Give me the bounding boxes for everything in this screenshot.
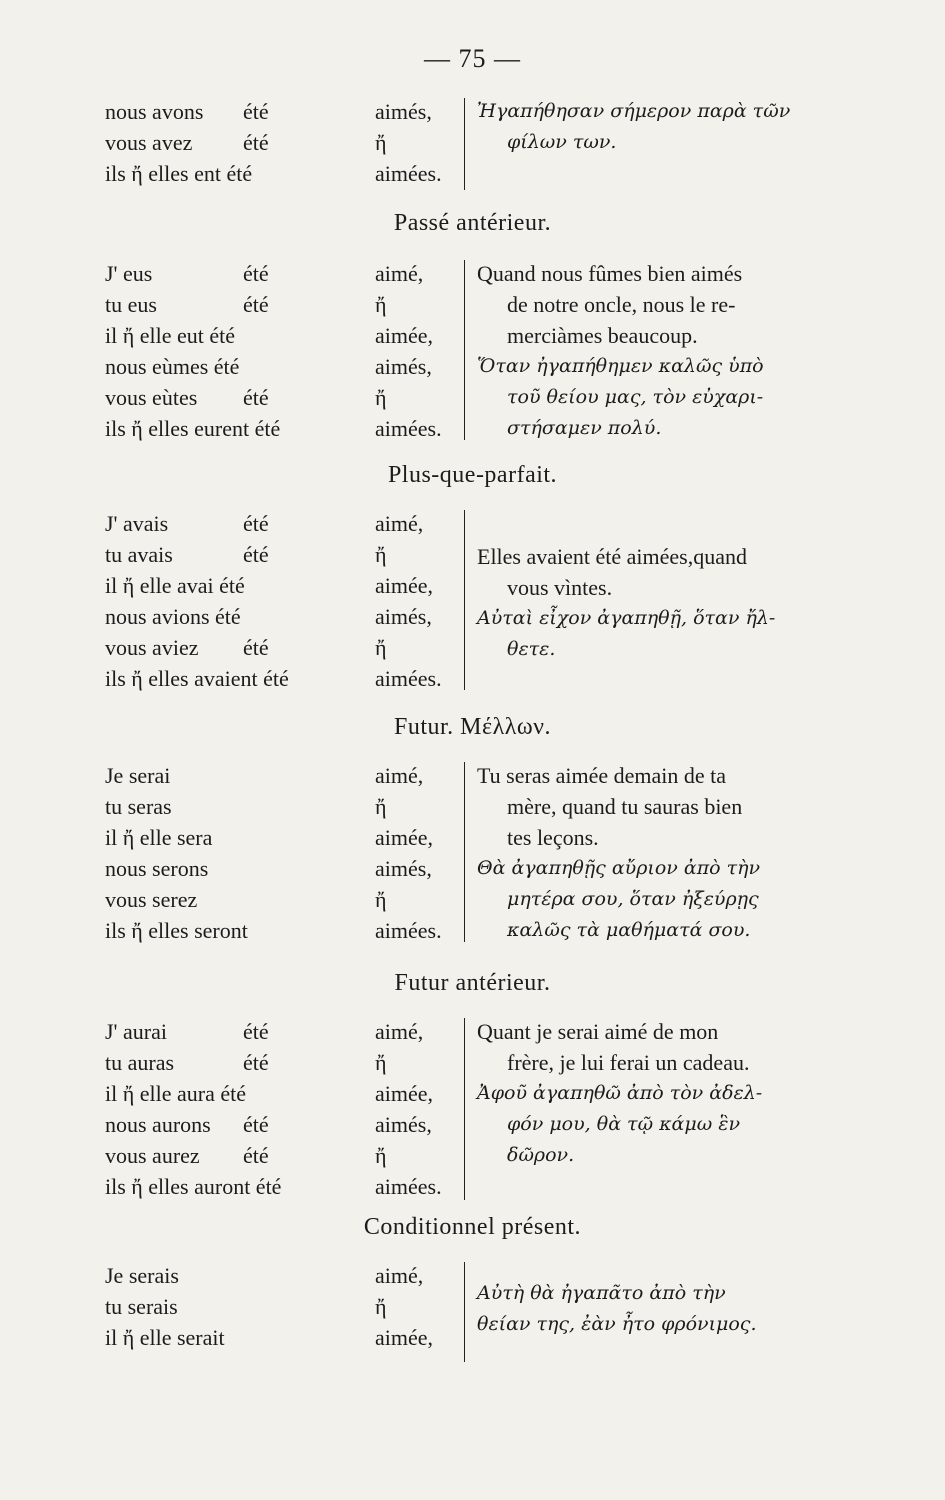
- example-sentences: Quand nous fûmes bien aimés de notre oncle, nous le re- merciàmes beaucoup. Ὅταν ἠγαπήθημεν καλῶς ὑπὸ τοῦ θείου μας, τὸν εὐχαρι- στήσαμεν πολύ.: [477, 261, 764, 439]
- conjugation-row: nous avions été aimés,: [105, 604, 432, 629]
- conjugation-row: nous avons été aimés,: [105, 99, 432, 124]
- column-divider: [464, 260, 465, 440]
- conjugation-row: tu auras été ἤ: [105, 1050, 387, 1075]
- conjugation-row: il ἤ elle eut été aimée,: [105, 323, 434, 348]
- conjugation-row: Je serai aimé,: [105, 763, 424, 788]
- conjugation-row: il ἤ elle avai été aimée,: [105, 573, 434, 598]
- conjugation-table: [105, 1016, 460, 1202]
- page-number: — 75 —: [424, 44, 521, 73]
- conjugation-table: [105, 1260, 460, 1353]
- conjugation-row: nous eùmes été aimés,: [105, 354, 432, 379]
- conjugation-table: [105, 96, 460, 189]
- section-heading: Futur. Μέλλων.: [393, 714, 552, 740]
- conjugation-row: vous serez ἤ: [105, 887, 387, 912]
- conjugation-row: vous avez été ἤ: [105, 130, 387, 155]
- conjugation-row: tu seras ἤ: [105, 794, 387, 819]
- section-heading: Conditionnel présent.: [363, 1214, 582, 1240]
- conjugation-block-4: [105, 1016, 825, 1206]
- conjugation-row: vous aviez été ἤ: [105, 635, 387, 660]
- example-sentences: Αὐτὴ θὰ ἠγαπᾶτο ἀπὸ τὴν θείαν της, ἐὰν ἦτο φρόνιμος.: [477, 1282, 757, 1335]
- conjugation-table: [105, 258, 460, 444]
- conjugation-row: nous aurons été aimés,: [105, 1112, 432, 1137]
- column-divider: [464, 762, 465, 942]
- conjugation-row: il ἤ elle aura été aimée,: [105, 1081, 434, 1106]
- column-divider: [464, 98, 465, 190]
- conjugation-row: tu eus été ἤ: [105, 292, 387, 317]
- conjugation-block-3: [105, 760, 825, 950]
- conjugation-row: nous serons aimés,: [105, 856, 432, 881]
- conjugation-block-2: [105, 508, 825, 698]
- conjugation-row: J' avais été aimé,: [105, 511, 424, 536]
- conjugation-block-5: [105, 1260, 825, 1370]
- conjugation-table: [105, 508, 460, 694]
- conjugation-row: tu serais ἤ: [105, 1294, 387, 1319]
- conjugation-row: Je serais aimé,: [105, 1263, 424, 1288]
- conjugation-row: ils ἤ elles seront aimées.: [105, 918, 442, 943]
- section-heading: Futur antérieur.: [394, 970, 551, 996]
- example-sentences: Ἠγαπήθησαν σήμερον παρὰ τῶν φίλων των.: [477, 100, 791, 153]
- conjugation-row: J' aurai été aimé,: [105, 1019, 424, 1044]
- column-divider: [464, 1018, 465, 1200]
- example-sentences: Quant je serai aimé de mon frère, je lui ferai un cadeau. Ἀφοῦ ἀγαπηθῶ ἀπὸ τὸν ἀδελ- φόν μου, θὰ τῷ κάμω ἓν δῶρον.: [477, 1019, 763, 1166]
- section-heading: Plus-que-parfait.: [387, 462, 558, 488]
- conjugation-row: il ἤ elle sera aimée,: [105, 825, 434, 850]
- column-divider: [464, 1262, 465, 1362]
- conjugation-row: vous eùtes été ἤ: [105, 385, 387, 410]
- conjugation-row: ils ἤ elles eurent été aimées.: [105, 416, 442, 441]
- section-heading: Passé antérieur.: [393, 210, 552, 236]
- conjugation-table: [105, 760, 460, 946]
- conjugation-row: vous aurez été ἤ: [105, 1143, 387, 1168]
- conjugation-row: ils ἤ elles auront été aimées.: [105, 1174, 442, 1199]
- conjugation-row: il ἤ elle serait aimée,: [105, 1325, 434, 1350]
- conjugation-block-0: [105, 96, 825, 196]
- conjugation-row: ils ἤ elles ent été aimées.: [105, 161, 442, 186]
- conjugation-block-1: [105, 258, 825, 448]
- example-sentences: Elles avaient été aimées,quand vous vìntes. Αὐταὶ εἶχον ἀγαπηθῇ, ὅταν ἤλ- θετε.: [477, 544, 776, 660]
- conjugation-row: ils ἤ elles avaient été aimées.: [105, 666, 442, 691]
- conjugation-row: tu avais été ἤ: [105, 542, 387, 567]
- example-sentences: Tu seras aimée demain de ta mère, quand tu sauras bien tes leçons. Θὰ ἀγαπηθῇς αὔριον ἀπὸ τὴν μητέρα σου, ὅταν ἠξεύρῃς καλῶς τὰ μαθήματά σου.: [477, 763, 761, 941]
- conjugation-row: J' eus été aimé,: [105, 261, 424, 286]
- column-divider: [464, 510, 465, 690]
